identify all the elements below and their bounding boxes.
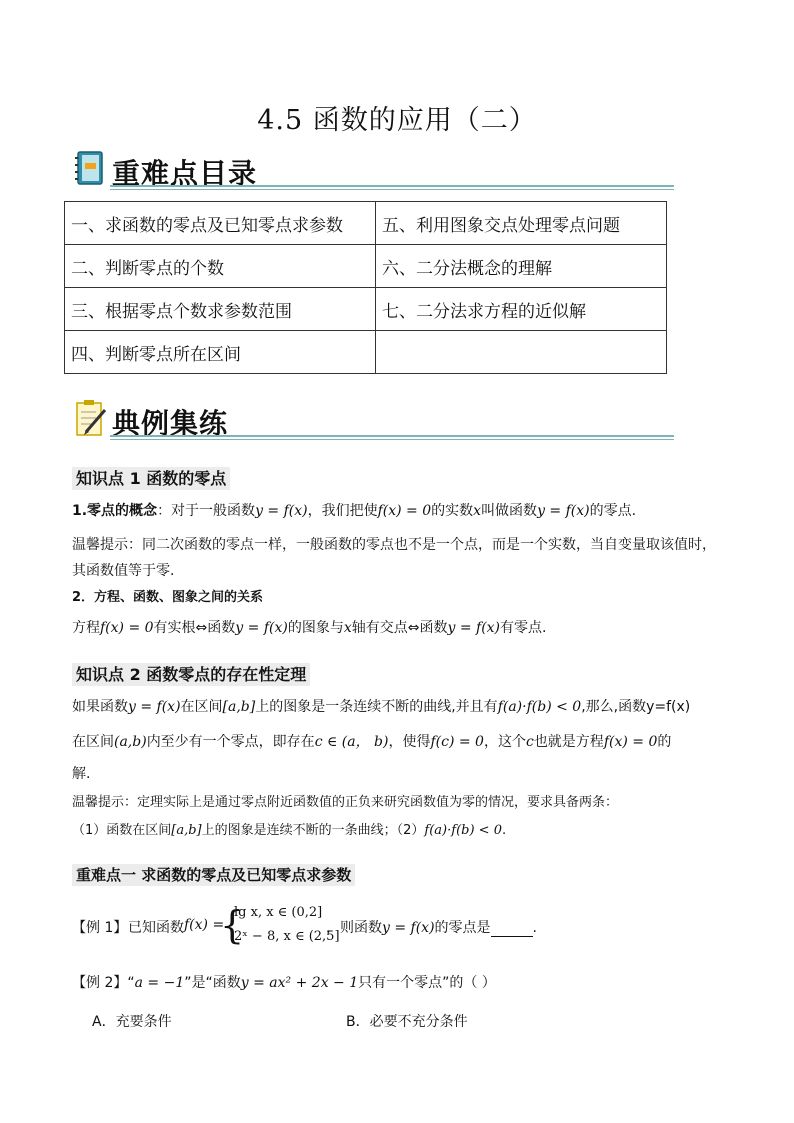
banner-title: 典例集练 bbox=[112, 407, 229, 440]
banner-title: 重难点目录 bbox=[112, 157, 258, 190]
option-b[interactable]: B．必要不充分条件 bbox=[346, 1014, 468, 1030]
section-banner-key-points bbox=[74, 150, 674, 190]
toc-item: 二、判断零点的个数 bbox=[65, 245, 376, 288]
example-tag: 【例 2】 bbox=[72, 975, 128, 991]
existence-theorem-line-1: 如果函数y = f(x)在区间[a,b]上的图象是一条连续不断的曲线,并且有f(a)·f(b) < 0,那么,函数y=f(x) bbox=[72, 699, 691, 715]
existence-theorem-line-2: 在区间(a,b)内至少有一个零点，即存在c ∈ (a， b)，使得f(c) = 0，这个c也就是方程f(x) = 0的 bbox=[72, 734, 672, 750]
piecewise-case-1: lg x, x ∈ (0,2] bbox=[234, 905, 323, 920]
example-2: 【例 2】“a = −1”是“函数y = ax² + 2x − 1只有一个零点”的（ ） bbox=[72, 975, 496, 991]
section-banner-examples bbox=[74, 400, 674, 440]
example-1: 【例 1】 已知函数 f(x) = { lg x, x ∈ (0,2] 2ˣ − 8, x ∈ (2,5] ，则函数y = f(x)的零点是 . bbox=[72, 903, 537, 947]
knowledge-point-1-heading: 知识点 1 函数的零点 bbox=[72, 466, 230, 489]
table-row bbox=[65, 288, 667, 331]
left-brace: { bbox=[220, 903, 245, 947]
toc-table bbox=[64, 201, 667, 374]
relation-paragraph: 方程f(x) = 0有实根⇔函数y = f(x)的图象与x轴有交点⇔函数y = f(x)有零点. bbox=[72, 620, 547, 636]
banner-rule bbox=[110, 185, 674, 187]
answer-blank[interactable] bbox=[491, 920, 533, 937]
toc-item: 五、利用图象交点处理零点问题 bbox=[376, 202, 667, 245]
toc-item: 七、二分法求方程的近似解 bbox=[376, 288, 667, 331]
clipboard-pencil-icon bbox=[74, 400, 108, 436]
table-row bbox=[65, 245, 667, 288]
zero-tip-paragraph: 温馨提示：同二次函数的零点一样，一般函数的零点也不是一个点，而是一个实数，当自变量取该值时，其函数值等于零. bbox=[72, 537, 716, 579]
toc-item: 四、判断零点所在区间 bbox=[65, 331, 376, 374]
zero-concept-paragraph: 1.零点的概念：对于一般函数y = f(x)，我们把使f(x) = 0的实数x叫做函数y = f(x)的零点. bbox=[72, 503, 637, 519]
banner-rule bbox=[110, 435, 674, 437]
relation-heading: 2．方程、函数、图象之间的关系 bbox=[72, 590, 264, 605]
notebook-icon bbox=[74, 150, 108, 186]
table-row bbox=[65, 202, 667, 245]
option-a[interactable]: A．充要条件 bbox=[92, 1014, 172, 1030]
toc-item: 六、二分法概念的理解 bbox=[376, 245, 667, 288]
key-point-1-heading: 重难点一 求函数的零点及已知零点求参数 bbox=[72, 864, 355, 885]
existence-conditions: （1）函数在区间[a,b]上的图象是连续不断的一条曲线；（2）f(a)·f(b) < 0. bbox=[72, 823, 507, 838]
example-tag: 【例 1】 bbox=[72, 920, 128, 936]
page-title: 4.5 函数的应用（二） bbox=[257, 105, 537, 136]
toc-item: 一、求函数的零点及已知零点求参数 bbox=[65, 202, 376, 245]
table-row bbox=[65, 331, 667, 374]
existence-tip-paragraph: 温馨提示：定理实际上是通过零点附近函数值的正负来研究函数值为零的情况，要求具备两条： bbox=[72, 795, 619, 810]
knowledge-point-2-heading: 知识点 2 函数零点的存在性定理 bbox=[72, 662, 310, 685]
existence-theorem-line-3: 解. bbox=[72, 766, 91, 782]
piecewise-case-2: 2ˣ − 8, x ∈ (2,5] bbox=[234, 929, 340, 944]
toc-item: 三、根据零点个数求参数范围 bbox=[65, 288, 376, 331]
banner-rule-thin bbox=[110, 439, 674, 440]
piecewise-function-lhs: f(x) = bbox=[184, 917, 225, 933]
toc-item bbox=[376, 331, 667, 374]
banner-rule-thin bbox=[110, 189, 674, 190]
